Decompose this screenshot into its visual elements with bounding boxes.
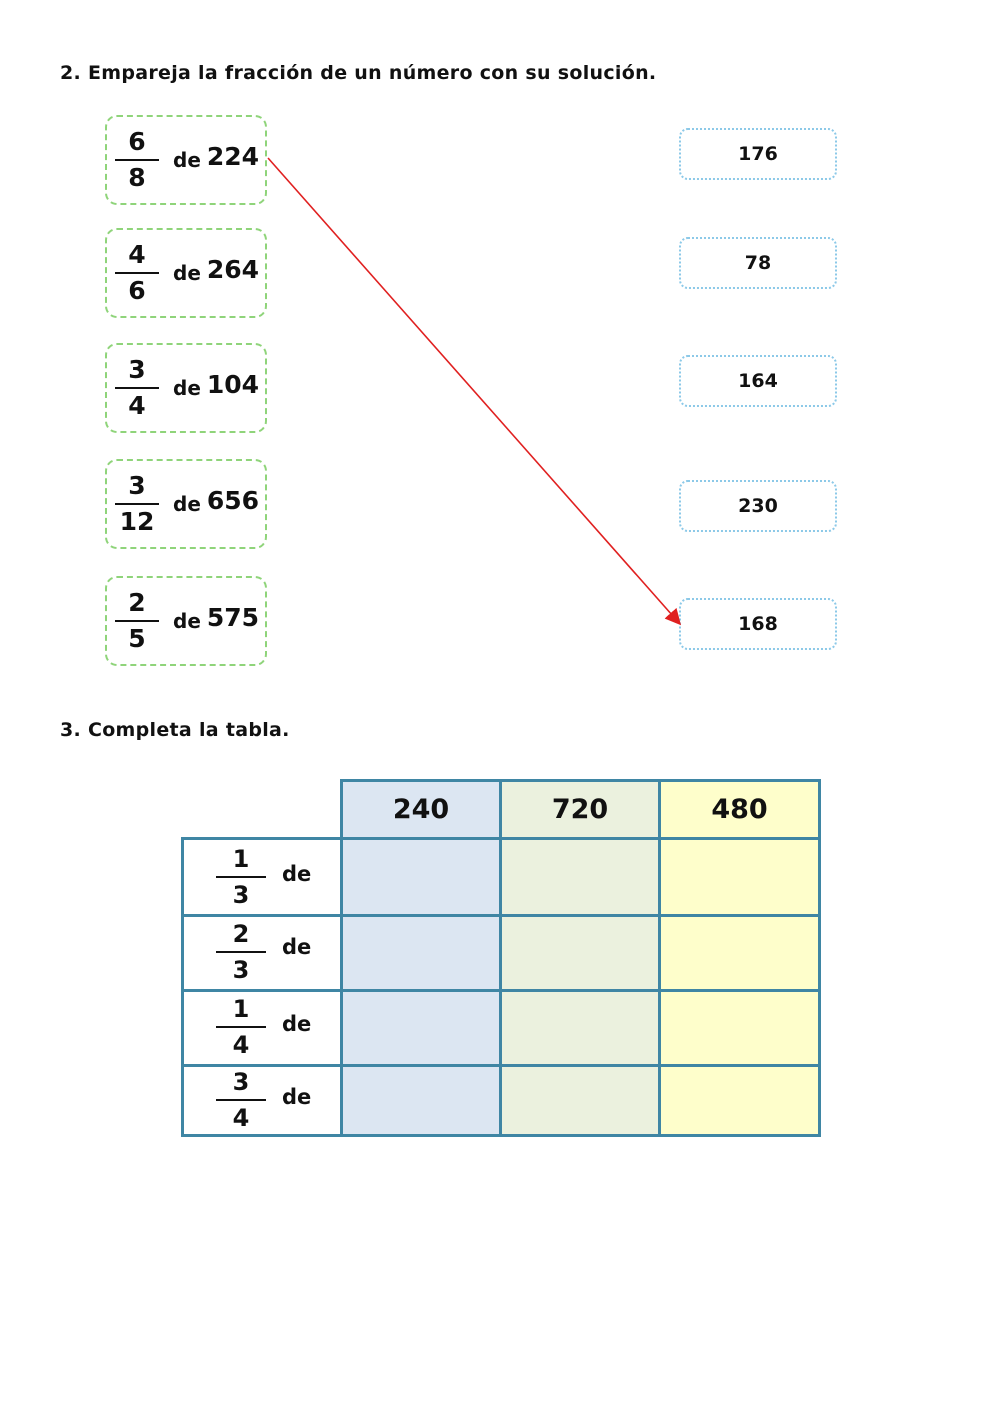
numerator: 6 bbox=[128, 127, 146, 156]
connector-text: de bbox=[173, 492, 201, 516]
whole-number: 104 bbox=[206, 369, 260, 399]
answer-cell[interactable] bbox=[342, 916, 501, 991]
denominator: 4 bbox=[128, 391, 146, 420]
fraction-bar bbox=[216, 1026, 266, 1028]
fraction-bar bbox=[216, 951, 266, 953]
match-right-item[interactable]: 168 bbox=[679, 598, 837, 650]
match-left-item[interactable] bbox=[105, 576, 267, 666]
whole-number: 575 bbox=[206, 602, 260, 632]
answer-cell[interactable] bbox=[660, 916, 820, 991]
connector-text: de bbox=[282, 935, 312, 959]
numerator: 2 bbox=[128, 588, 146, 617]
column-header: 480 bbox=[660, 781, 820, 839]
match-right-item[interactable]: 176 bbox=[679, 128, 837, 180]
match-right-item[interactable]: 230 bbox=[679, 480, 837, 532]
fraction bbox=[115, 127, 159, 193]
connector-text: de bbox=[173, 376, 201, 400]
row-label bbox=[183, 991, 342, 1066]
answer-cell[interactable] bbox=[342, 1066, 501, 1136]
fraction-bar bbox=[115, 387, 159, 389]
whole-number: 656 bbox=[206, 485, 260, 515]
match-left-item[interactable] bbox=[105, 459, 267, 549]
denominator: 8 bbox=[128, 163, 146, 192]
fraction bbox=[216, 1067, 266, 1133]
exercise-2-title: 2. Empareja la fracción de un número con su solución. bbox=[60, 62, 657, 84]
fraction bbox=[115, 588, 159, 654]
answer-cell[interactable] bbox=[342, 991, 501, 1066]
connector-text: de bbox=[173, 609, 201, 633]
completion-table bbox=[181, 779, 821, 1137]
whole-number: 264 bbox=[206, 254, 260, 284]
connector-text: de bbox=[173, 148, 201, 172]
connector-text: de bbox=[173, 261, 201, 285]
numerator: 1 bbox=[232, 845, 250, 873]
numerator: 4 bbox=[128, 240, 146, 269]
match-right-item[interactable]: 78 bbox=[679, 237, 837, 289]
match-right-item[interactable]: 164 bbox=[679, 355, 837, 407]
answer-cell[interactable] bbox=[501, 839, 660, 916]
fraction-bar bbox=[216, 1099, 266, 1101]
fraction bbox=[216, 919, 266, 985]
connector-text: de bbox=[282, 1085, 312, 1109]
row-label bbox=[183, 916, 342, 991]
fraction bbox=[115, 240, 159, 306]
denominator: 3 bbox=[232, 956, 250, 984]
fraction-bar bbox=[115, 272, 159, 274]
numerator: 1 bbox=[232, 995, 250, 1023]
denominator: 5 bbox=[128, 624, 146, 653]
answer-cell[interactable] bbox=[501, 1066, 660, 1136]
denominator: 4 bbox=[232, 1031, 250, 1059]
row-label bbox=[183, 839, 342, 916]
fraction-bar bbox=[115, 159, 159, 161]
fraction-bar bbox=[115, 620, 159, 622]
fraction bbox=[216, 994, 266, 1060]
match-left-item[interactable] bbox=[105, 228, 267, 318]
column-header: 720 bbox=[501, 781, 660, 839]
whole-number: 224 bbox=[206, 141, 260, 171]
fraction bbox=[216, 844, 266, 910]
numerator: 3 bbox=[128, 471, 146, 500]
connector-text: de bbox=[282, 1012, 312, 1036]
answer-cell[interactable] bbox=[501, 916, 660, 991]
answer-cell[interactable] bbox=[342, 839, 501, 916]
fraction bbox=[115, 471, 159, 537]
column-header: 240 bbox=[342, 781, 501, 839]
answer-cell[interactable] bbox=[660, 991, 820, 1066]
numerator: 2 bbox=[232, 920, 250, 948]
denominator: 4 bbox=[232, 1104, 250, 1132]
denominator: 6 bbox=[128, 276, 146, 305]
answer-cell[interactable] bbox=[501, 991, 660, 1066]
answer-cell[interactable] bbox=[660, 839, 820, 916]
match-left-item[interactable] bbox=[105, 115, 267, 205]
exercise-3-title: 3. Completa la tabla. bbox=[60, 719, 290, 741]
denominator: 3 bbox=[232, 881, 250, 909]
match-left-item[interactable] bbox=[105, 343, 267, 433]
fraction-bar bbox=[216, 876, 266, 878]
numerator: 3 bbox=[232, 1068, 250, 1096]
fraction-bar bbox=[115, 503, 159, 505]
denominator: 12 bbox=[119, 507, 155, 536]
arrow-line bbox=[268, 158, 680, 624]
table-corner bbox=[183, 781, 342, 839]
connector-text: de bbox=[282, 862, 312, 886]
fraction bbox=[115, 355, 159, 421]
row-label bbox=[183, 1066, 342, 1136]
answer-cell[interactable] bbox=[660, 1066, 820, 1136]
numerator: 3 bbox=[128, 355, 146, 384]
